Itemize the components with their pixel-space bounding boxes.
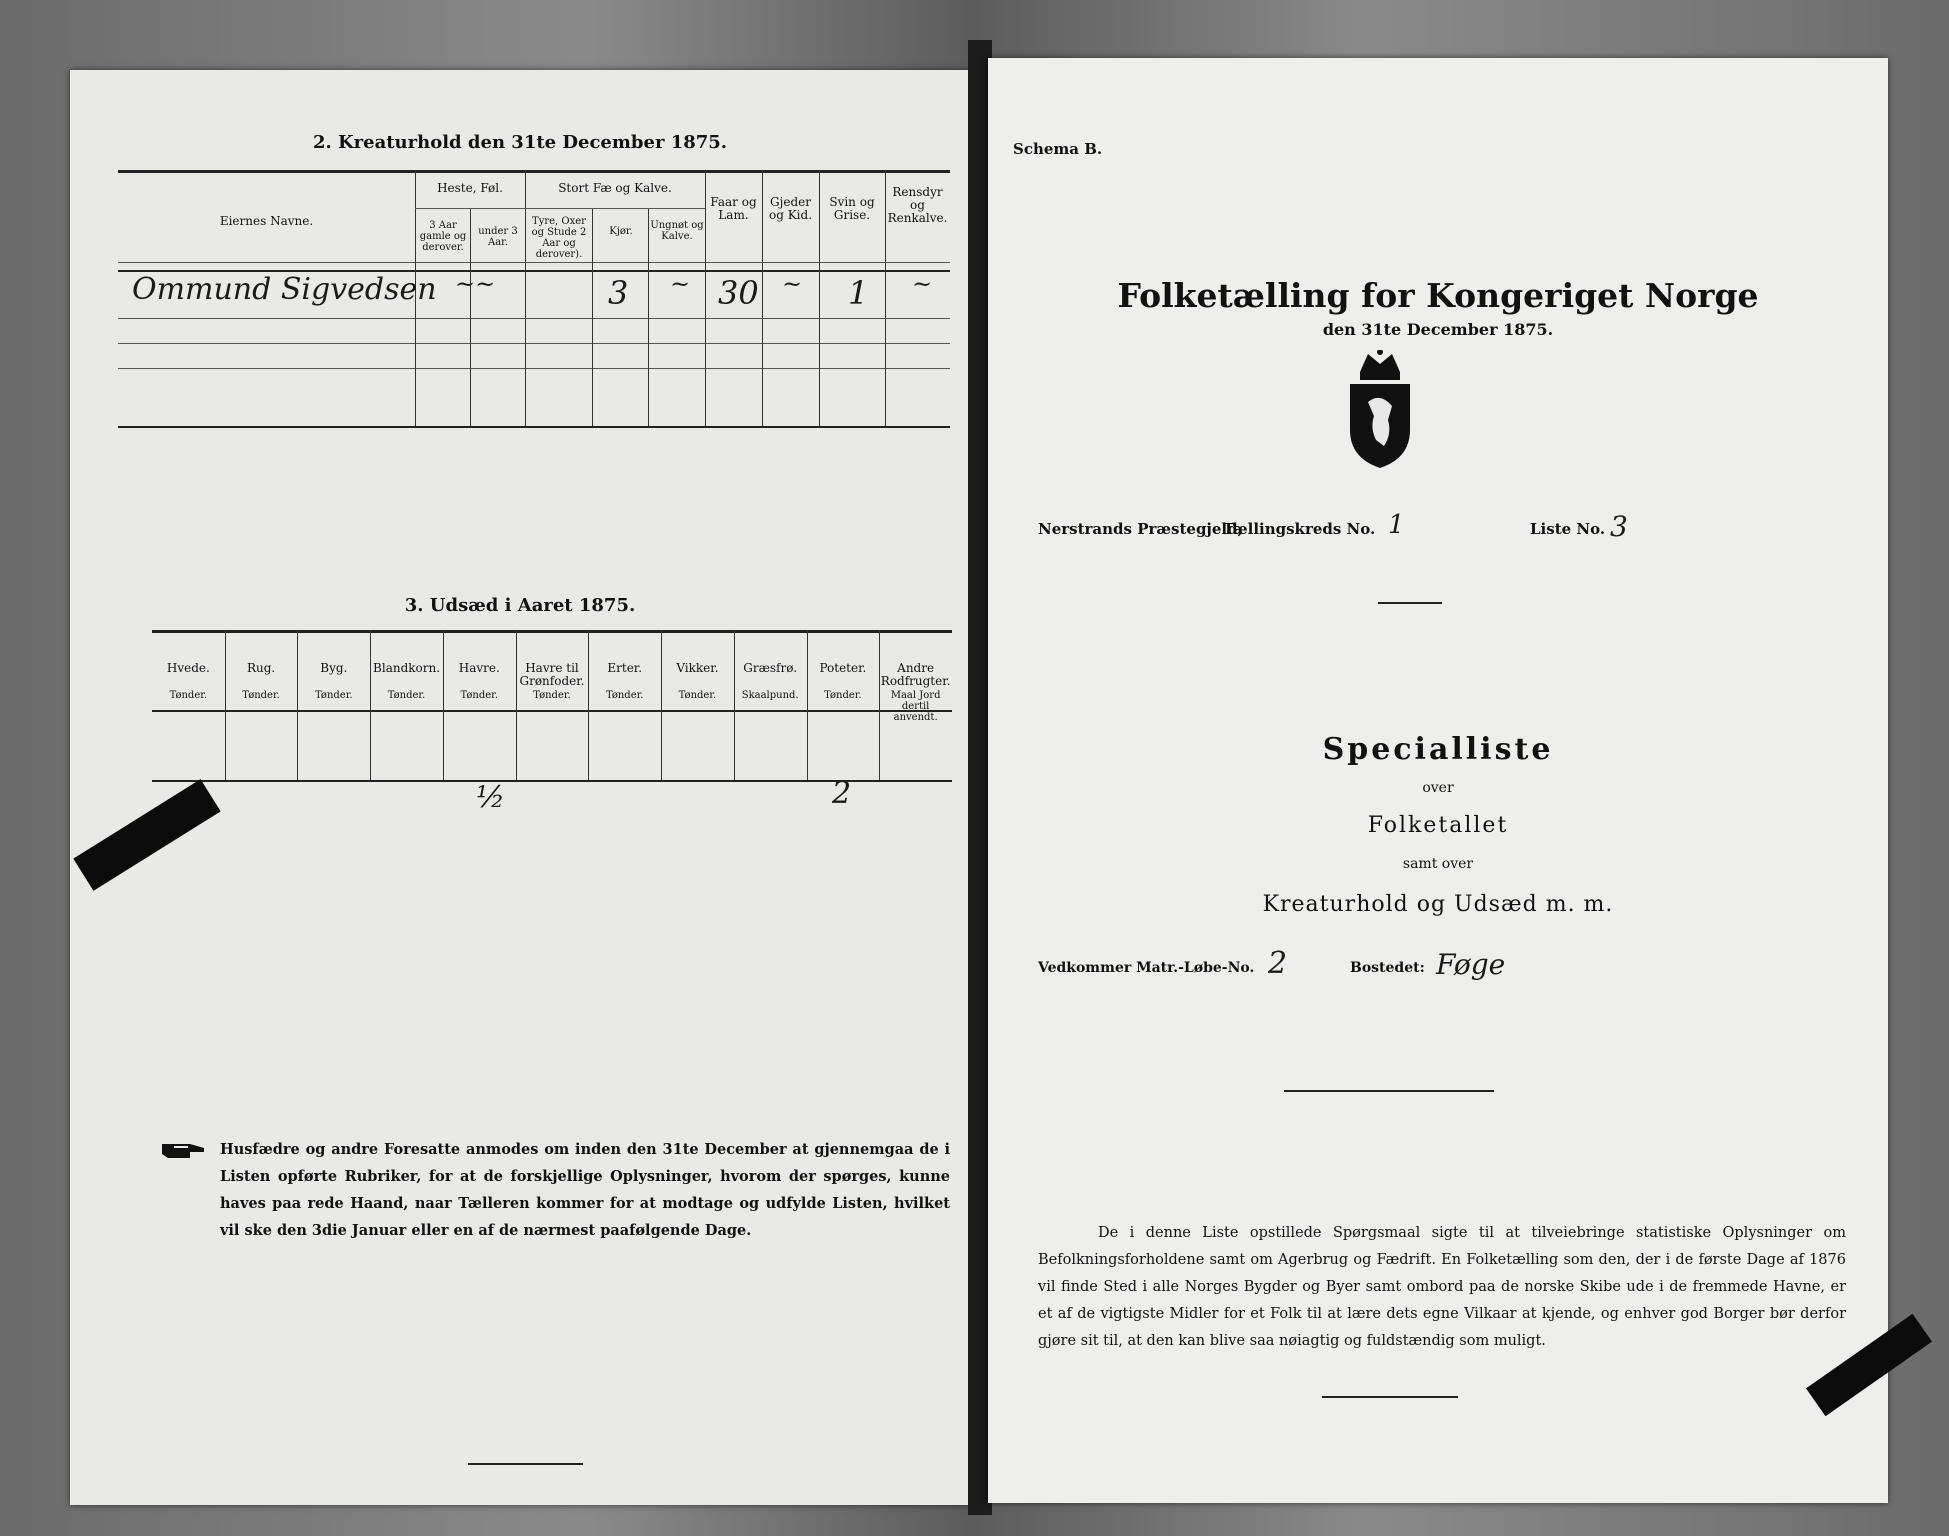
udsaed-col-header: Rug. [246,661,276,675]
udsaed-col-header: Poteter. [819,661,867,675]
udsaed-header-rule [152,710,952,712]
udsaed-col-unit: Skaalpund. [741,690,799,701]
col-header-fae-c: Ungnøt og Kalve. [650,220,704,242]
bottom-rule [1322,1396,1458,1398]
bottom-rule [468,1463,583,1465]
table-row-line [118,368,950,369]
samt-over-text: samt over [1402,856,1474,872]
udsaed-col-divider [516,630,517,780]
col-header-heste: Heste, Føl. [437,181,503,195]
cell-faar: 30 [718,274,759,312]
info-paragraph: De i denne Liste opstillede Spørgsmaal sigte til at tilveiebringe statistiske Oplysninger om Befolkningsforholdene samt om Agerbrug og Fædrift. En Folketælling som den, der i de første Dage af 1876 vil finde Sted i alle Norges Bygder og Byer samt ombord paa de norske Skibe ude i de fremmede Havne, er et af de vigtigste Midler for et Folk til at lære dets egne Vilkaar at kjende, og enhver god Borger bør derfor gjøre sit til, at den kan blive saa nøiagtig og fuldstændig som muligt. [1038,1225,1846,1349]
specialliste-title: Specialliste [1322,732,1554,767]
owner-name: Ommund Sigvedsen [132,272,437,307]
kreds-label: Tællingskreds No. [1223,520,1376,538]
group-rule [415,208,705,209]
main-title: Folketælling for Kongeriget Norge [1117,276,1759,315]
kreaturhold-subtitle: Kreaturhold og Udsæd m. m. [1262,892,1614,917]
main-subtitle: den 31te December 1875. [1322,320,1554,339]
udsaed-col-unit: Tønder. [242,690,280,701]
cell-kjor: 3 [608,274,629,312]
table-top-rule [118,170,950,173]
udsaed-col-divider [588,630,589,780]
udsaed-col-header: Andre Rodfrugter. [880,661,951,688]
notice-text: Husfædre og andre Foresatte anmodes om inden den 31te December at gjennemgaa de i Listen opførte Rubriker, for at de forskjellige Oplysninger, hvorom der spørges, kunne haves paa rede Haand, naar Tælleren kommer for at modtage og udfylde Listen, hvilket vil ske den 3die Januar eller en af de nærmest paafølgende Dage. [220,1141,950,1239]
udsaed-col-unit: Tønder. [824,690,862,701]
udsaed-col-divider [443,630,444,780]
cell-gjeder: ~ [782,270,803,298]
udsaed-col-header: Vikker. [676,661,719,675]
cell-poteter: 2 [832,776,852,811]
udsaed-title: 3. Udsæd i Aaret 1875. [404,595,636,616]
divider [1284,1090,1494,1092]
kreaturhold-title: 2. Kreaturhold den 31te December 1875. [312,132,728,153]
udsaed-col-unit: Tønder. [387,690,426,701]
udsaed-col-divider [225,630,226,780]
folketallet-text: Folketallet [1367,813,1509,838]
schema-label: Schema B. [1013,140,1103,158]
udsaed-col-divider [807,630,808,780]
col-header-gjeder: Gjeder og Kid. [768,195,813,222]
matr-label: Vedkommer Matr.-Løbe-No. [1038,960,1255,976]
cell-havre: ½ [476,780,506,815]
coat-of-arms-icon [1340,350,1420,474]
bosted-label: Bostedet: [1350,960,1425,976]
cell-svin: 1 [848,274,869,312]
over-text-1: over [1422,780,1454,796]
col-header-names: Eiernes Navne. [219,214,314,228]
udsaed-col-header: Havre til Grønfoder. [519,661,585,688]
col-divider [592,208,593,426]
col-divider [470,208,471,426]
udsaed-col-unit: Tønder. [460,690,499,701]
bosted-value: Føge [1436,948,1506,981]
pointing-hand-icon [160,1138,208,1166]
table-bottom-rule [118,426,950,428]
divider [1378,602,1442,604]
matr-value: 2 [1268,946,1288,981]
col-header-faar: Faar og Lam. [710,195,757,222]
udsaed-col-divider [297,630,298,780]
col-header-stortfae: Stort Fæ og Kalve. [558,181,672,195]
udsaed-col-header: Erter. [607,661,643,675]
udsaed-col-unit: Tønder. [169,690,208,701]
udsaed-col-divider [734,630,735,780]
udsaed-col-header: Havre. [458,661,500,675]
udsaed-col-header: Blandkorn. [373,661,441,675]
udsaed-col-unit: Tønder. [605,690,644,701]
udsaed-col-unit: Maal Jord dertil anvendt. [890,690,941,723]
col-header-heste-b: under 3 Aar. [478,226,518,248]
udsaed-col-header: Byg. [320,661,348,675]
kreds-value: 1 [1388,510,1405,540]
col-header-svin: Svin og Grise. [829,195,875,222]
liste-label: Liste No. [1530,520,1606,538]
cell-ungnot: ~ [670,270,691,298]
col-header-rensdyr: Rensdyr og Renkalve. [887,185,948,225]
right-page [988,58,1888,1503]
table-header-rule [118,262,950,263]
udsaed-col-unit: Tønder. [533,690,571,701]
liste-value: 3 [1610,510,1628,543]
cell-heste: ~~ [455,270,496,298]
col-divider [648,208,649,426]
cell-rensdyr: ~ [912,270,933,298]
col-header-fae-b: Kjør. [609,226,633,237]
udsaed-top-rule [152,630,952,633]
table-row-line [118,318,950,319]
udsaed-col-unit: Tønder. [678,690,717,701]
udsaed-col-header: Hvede. [166,661,210,675]
udsaed-col-unit: Tønder. [315,690,353,701]
col-header-heste-a: 3 Aar gamle og derover. [419,220,467,253]
table-row-line [118,343,950,344]
col-header-fae-a: Tyre, Oxer og Stude 2 Aar og derover). [531,216,587,260]
parish-label: Nerstrands Præstegjeld, [1038,520,1243,538]
udsaed-col-divider [370,630,371,780]
udsaed-col-divider [661,630,662,780]
udsaed-col-header: Græsfrø. [743,661,798,675]
